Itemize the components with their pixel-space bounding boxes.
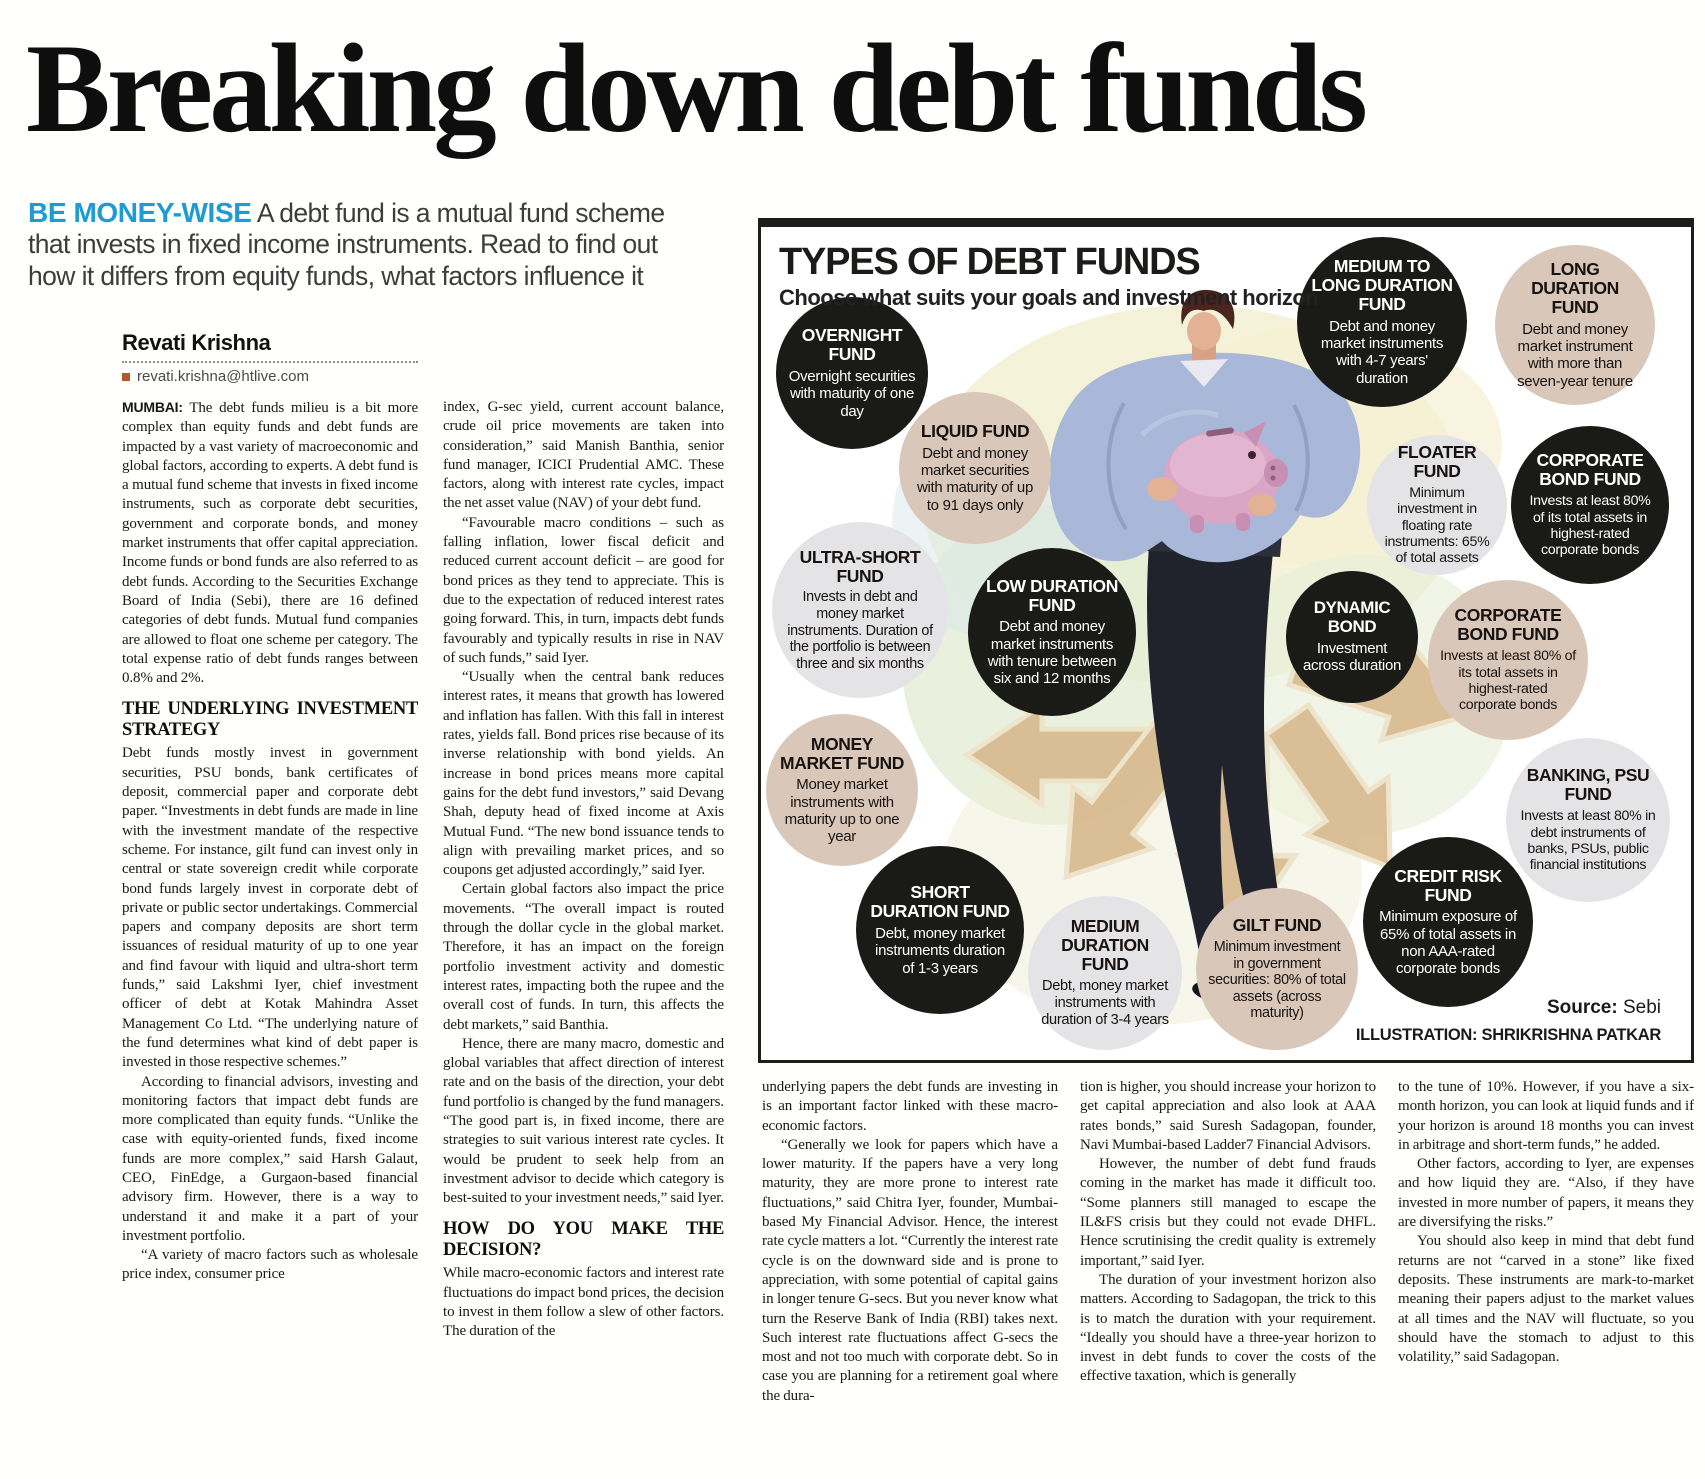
bubble-title: GILT FUND	[1232, 915, 1322, 936]
bubble-text: Overnight securities with maturity of one day	[788, 368, 916, 420]
author-email-row	[122, 368, 418, 385]
bubble-title: MONEY MARKET FUND	[780, 733, 904, 773]
bubble-title: OVERNIGHT FUND	[801, 325, 903, 365]
bubble-title: CREDIT RISK FUND	[1394, 865, 1502, 905]
section-heading: THE UNDERLYING INVESTMENT STRATEGY	[122, 699, 418, 741]
bubble-medium-duration-fund	[1028, 896, 1182, 1050]
paragraph: “Favourable macro conditions – such as falling inflation, lower fiscal deficit and reduced current account deficit – are good for bond prices as they tend to appreciate. This is due to the expectation of reduced interest rates going forward. This, in turn, impacts debt funds favourably and typically results in rise in NAV of such funds,” said Iyer.	[443, 514, 724, 666]
bubble-corporate-bond-fund-mid	[1428, 580, 1588, 740]
infographic-title: TYPES OF DEBT FUNDS	[779, 241, 1200, 283]
bubble-title: CORPORATE BOND FUND	[1454, 605, 1562, 645]
bubble-title: LIQUID FUND	[920, 421, 1030, 442]
bubble-text: Invests at least 80% of its total assets in highest-rated corporate bonds	[1529, 493, 1651, 559]
bubble-dynamic-bond	[1286, 571, 1418, 703]
bubble-title: CORPORATE BOND FUND	[1536, 450, 1644, 490]
bubble-text: Invests in debt and money market instruments. Duration of the portfolio is between three and six months	[787, 589, 933, 672]
paragraph	[122, 398, 418, 688]
bubble-gilt-fund	[1196, 888, 1358, 1050]
article-column-2	[443, 398, 724, 1476]
bubble-text: Minimum investment in government securities: 80% of total assets (across maturity)	[1208, 939, 1346, 1022]
bubble-text: Money market instruments with maturity up to one year	[784, 776, 900, 846]
bubble-money-market-fund	[766, 714, 918, 866]
paragraph: tion is higher, you should increase your horizon to get capital appreciation and also look at AAA rates bonds,” said Suresh Sadagopan, founder, Navi Mumbai-based Ladder7 Financial Advisors.	[1080, 1079, 1376, 1153]
bubble-title: MEDIUM TO LONG DURATION FUND	[1311, 256, 1453, 314]
paragraph: underlying papers the debt funds are investing in is an important factor linked with these macro-economic factors.	[762, 1079, 1058, 1134]
bubble-title: SHORT DURATION FUND	[870, 882, 1010, 922]
bubble-text: Minimum exposure of 65% of total assets in non AAA-rated corporate bonds	[1379, 908, 1517, 978]
bubble-title: FLOATER FUND	[1397, 442, 1477, 482]
paragraph: “A variety of macro factors such as wholesale price index, consumer price	[122, 1247, 418, 1283]
paragraph: Hence, there are many macro, domestic and global variables that affect direction of interest rate and on the basis of the direction, your debt fund portfolio is changed by the fund managers. “The good part is, in fixed income, there are strategies to suit various interest rate cycles. It would be prudent to seek help from an investment advisor to decide which category is best-suited to your investment needs,” said Iyer.	[443, 1035, 724, 1207]
paragraph: While macro-economic factors and interest rate fluctuations do impact bond prices, the decision to invest in them follow a slew of other factors. The duration of the	[443, 1265, 724, 1340]
bubble-text: Invests at least 80% of its total assets in highest-rated corporate bonds	[1440, 648, 1576, 714]
paragraph: However, the number of debt fund frauds coming in the market has made it difficult too. “Some planners still managed to escape the IL&FS crisis but they could not evade DHFL. Hence scrutinising the credit quality is extremely important,” said Iyer.	[1080, 1156, 1376, 1269]
bubble-overnight-fund	[776, 297, 928, 449]
source-label: Source:	[1546, 997, 1618, 1018]
bubble-banking-psu-fund	[1506, 738, 1670, 902]
byline	[122, 330, 418, 385]
paragraph: Certain global factors also impact the price movements. “The overall impact is routed through the dollar cycle in the global market. Therefore, it has an impact on the foreign portfolio investment activity and domestic interest rates, impacting both the rupee and the overall cost of funds. In turn, this affects the debt markets,” said Banthia.	[443, 881, 724, 1033]
source-line	[1547, 997, 1661, 1019]
page-title: Breaking down debt funds	[26, 19, 1364, 159]
standfirst	[28, 196, 696, 292]
paragraph: Other factors, according to Iyer, are expenses and how liquid they are. “Also, if they have invested in more number of papers, it means they are diversifying the risks.”	[1398, 1156, 1694, 1231]
paragraph: Debt funds mostly invest in government securities, PSU bonds, bank certificates of deposit, commercial paper and corporate debt paper. “Investments in debt funds are made in line with the investment mandate of the respective scheme. For instance, gilt fund can invest only in central or state sovereign credit while corporate bond funds largely invest in corporate debt of private or public sector undertakings. Commercial papers and company deposits are short term issuances of residual maturity of up to one year and find favour with liquid and ultra-short term funds,” said Lakshmi Iyer, chief investment officer of debt at Kotak Mahindra Asset Management Co Ltd. “The underlying nature of the fund determines what kind of debt paper is invested in those respective schemes.”	[122, 745, 418, 1071]
standfirst-text: A debt fund is a mutual fund scheme that invests in fixed income instruments. Read to find out how it differs from equity funds, what factors influence it	[28, 198, 665, 291]
bubble-title: ULTRA-SHORT FUND	[799, 546, 921, 586]
paragraph: “Usually when the central bank reduces interest rates, it means that growth has lowered and inflation has fallen. With this fall in interest rates, yields fall. Bond prices rise because of its inverse relationship with bond yields. An increase in bond prices means more capital gains for the debt fund investors,” said Devang Shah, deputy head of fixed income at Axis Mutual Fund. “The new bond issuance tends to align with prevailing market prices, and so coupons get adjusted accordingly,” said Iyer.	[443, 669, 724, 879]
bubble-text: Debt and money market instruments with tenure between six and 12 months	[987, 618, 1117, 688]
bullet-square-icon	[122, 373, 130, 381]
bubble-title: LONG DURATION FUND	[1531, 259, 1619, 317]
paragraph-text: The debt funds milieu is a bit more complex than equity funds and debt funds are impacted by a vast variety of macroeconomic and global factors, according to experts. A debt fund is a mutual fund scheme that invests in fixed income instruments, such as corporate debt securities, government and corporate bonds, and money market instruments that offer capital appreciation. Income funds or bond funds are also referred to as debt funds. According to the Securities Exchange Board of India (Sebi), there are 16 defined categories of debt funds. Mutual fund companies are allowed to float one scheme per category. The total expense ratio of debt funds ranges between 0.8% and 2%.	[122, 400, 418, 687]
bubble-corporate-bond-fund-top	[1511, 426, 1669, 584]
bubble-credit-risk-fund	[1363, 837, 1533, 1007]
kicker-label: BE MONEY-WISE	[28, 197, 252, 228]
paragraph: According to financial advisors, investing and monitoring factors that impact debt funds are more complicated than equity funds. “Unlike the case with equity-oriented funds, fixed income funds are more complex,” said Harsh Galaut, CEO, FinEdge, a Gurgaon-based financial advisory firm. However, there is a way to understand it and make it a part of your investment portfolio.	[122, 1073, 418, 1244]
bubble-text: Debt, money market instruments with duration of 3-4 years	[1041, 978, 1169, 1028]
paragraph: index, G-sec yield, current account balance, crude oil price movements are taken into consideration,” said Manish Banthia, senior fund manager, ICICI Prudential AMC. These factors, along with interest rate cycles, impact the net asset value (NAV) of your debt fund.	[443, 399, 724, 512]
bubble-title: DYNAMIC BOND	[1313, 598, 1391, 636]
bubble-text: Invests at least 80% in debt instruments of banks, PSUs, public financial institutions	[1520, 808, 1656, 874]
bubble-floater-fund	[1367, 435, 1507, 575]
bubble-title: LOW DURATION FUND	[986, 575, 1118, 615]
paragraph: to the tune of 10%. However, if you have a six-month horizon, you can look at liquid funds and if your horizon is around 18 months you can invest in arbitrage and short-term funds,” he added.	[1398, 1079, 1694, 1153]
bubble-text: Investment across duration	[1302, 640, 1402, 675]
bubble-low-duration-fund	[968, 548, 1136, 716]
paragraph: You should also keep in mind that debt fund returns are not “carved in a stone” like fixed deposits. These instruments are mark-to-market meaning their papers adjust to the market values at all times and the NAV will fluctuate, so you should have the stomach to adjust to this volatility,” said Sadagopan.	[1398, 1233, 1694, 1366]
infographic-types-of-debt-funds	[758, 218, 1694, 1063]
article-column-5	[1398, 1078, 1694, 1476]
bubble-text: Debt and money market instrument with more than seven-year tenure	[1517, 320, 1633, 390]
paragraph: The duration of your investment horizon also matters. According to Sadagopan, the trick to this is to match the duration with your requirement. “Ideally you should have a three-year horizon to invest in debt funds to cover the costs of the effective taxation, which is generally	[1080, 1271, 1376, 1385]
bubble-title: MEDIUM DURATION FUND	[1061, 916, 1149, 975]
bubble-liquid-fund	[899, 392, 1051, 544]
author-email: revati.krishna@htlive.com	[137, 368, 309, 385]
infographic-subtitle: Choose what suits your goals and investment horizon	[779, 285, 1319, 310]
article-column-1	[122, 398, 418, 1476]
bubble-text: Minimum investment in floating rate instruments: 65% of total assets	[1384, 485, 1490, 567]
bubble-text: Debt and money market instruments with 4-7 years' duration	[1320, 317, 1444, 387]
bubble-ultra-short-fund	[772, 522, 948, 698]
author-name: Revati Krishna	[122, 330, 418, 363]
bubble-long-duration-fund	[1495, 245, 1655, 405]
paragraph: “Generally we look for papers which have a lower maturity. If the papers have a very long maturity, they are more prone to interest rate fluctuations,” said Chitra Iyer, founder, Mumbai-based My Financial Advisor. Hence, the interest rate cycle matters a lot. “Currently the interest rate cycle is on the downward side and is prone to appreciation, with some potential of capital gains in longer tenure G-secs. But you never know what turn the Reserve Bank of India (RBI) takes next. Such interest rate fluctuations affect G-secs the most and not too much with corporate debt. So in case you are planning for a retirement goal where the dura-	[762, 1136, 1058, 1404]
bubble-text: Debt, money market instruments duration of 1-3 years	[875, 925, 1005, 977]
article-column-3	[762, 1078, 1058, 1476]
bubble-medium-to-long-duration-fund	[1297, 237, 1467, 407]
article-column-4	[1080, 1078, 1376, 1476]
illustration-credit: ILLUSTRATION: SHRIKRISHNA PATKAR	[1355, 1026, 1661, 1044]
bubble-short-duration-fund	[856, 846, 1024, 1014]
source-value: Sebi	[1622, 997, 1661, 1018]
dateline: MUMBAI:	[122, 399, 183, 415]
section-heading: HOW DO YOU MAKE THE DECISION?	[443, 1219, 724, 1261]
bubble-title: BANKING, PSU FUND	[1526, 765, 1650, 805]
bubble-text: Debt and money market securities with maturity of up to 91 days only	[916, 444, 1033, 514]
